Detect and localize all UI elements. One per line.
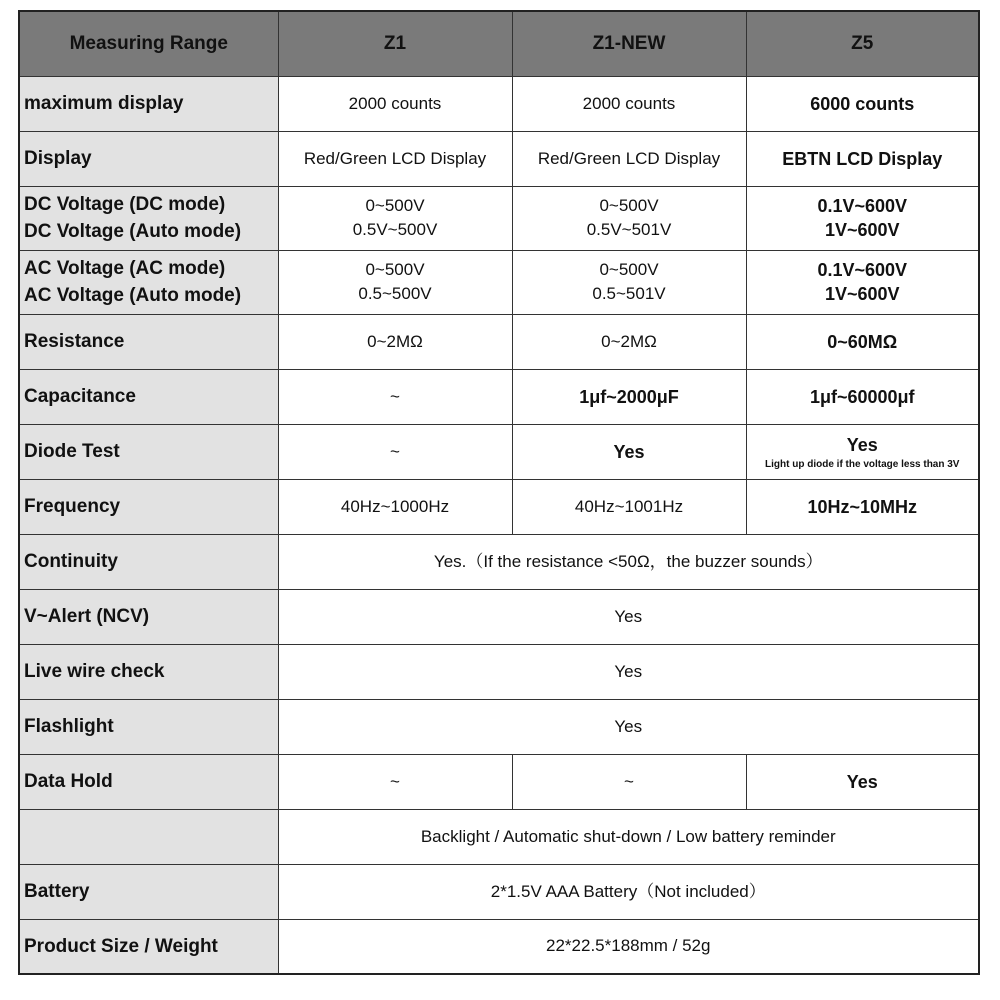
cell-z1 xyxy=(278,250,512,314)
cell-z1-new: Yes xyxy=(512,424,746,479)
row-label: Resistance xyxy=(19,314,278,369)
cell-z1: 40Hz~1000Hz xyxy=(278,479,512,534)
cell-merged: Yes.（If the resistance <50Ω，the buzzer sounds） xyxy=(278,534,979,589)
cell-line: 0~500V xyxy=(599,260,659,279)
row-label xyxy=(19,809,278,864)
cell-line: 0.5~500V xyxy=(358,284,432,303)
cell-merged: Yes xyxy=(278,699,979,754)
cell-z1-new: 0~2MΩ xyxy=(512,314,746,369)
row-live-wire-check xyxy=(19,644,979,699)
cell-z1: ~ xyxy=(278,424,512,479)
row-label: Continuity xyxy=(19,534,278,589)
cell-line: 0.5V~501V xyxy=(586,220,672,239)
cell-z1-new xyxy=(512,250,746,314)
row-battery xyxy=(19,864,979,919)
row-ac-voltage xyxy=(19,250,979,314)
row-label-line: AC Voltage (AC mode) xyxy=(24,258,226,279)
cell-z1-new: ~ xyxy=(512,754,746,809)
cell-z5 xyxy=(746,250,979,314)
cell-line: 1V~600V xyxy=(824,284,900,304)
cell-z1-new: 1μf~2000μF xyxy=(512,369,746,424)
cell-z5: 1μf~60000μf xyxy=(746,369,979,424)
row-label: Battery xyxy=(19,864,278,919)
cell-line: Yes xyxy=(846,434,878,455)
header-row xyxy=(19,11,979,76)
cell-z1: Red/Green LCD Display xyxy=(278,131,512,186)
cell-z1 xyxy=(278,186,512,250)
row-label xyxy=(19,250,278,314)
row-resistance xyxy=(19,314,979,369)
cell-line: 0.1V~600V xyxy=(817,196,908,216)
row-label: Flashlight xyxy=(19,699,278,754)
cell-note: Light up diode if the voltage less than 3V xyxy=(765,458,960,470)
spec-comparison-table xyxy=(18,10,980,975)
row-data-hold xyxy=(19,754,979,809)
cell-line: 0~500V xyxy=(365,196,425,215)
cell-merged: 2*1.5V AAA Battery（Not included） xyxy=(278,864,979,919)
cell-z5: 10Hz~10MHz xyxy=(746,479,979,534)
cell-line: 1V~600V xyxy=(824,220,900,240)
header-z1: Z1 xyxy=(278,11,512,76)
row-label xyxy=(19,186,278,250)
row-label: Live wire check xyxy=(19,644,278,699)
cell-merged: Yes xyxy=(278,589,979,644)
row-ncv xyxy=(19,589,979,644)
cell-line: 0~500V xyxy=(365,260,425,279)
row-label: Display xyxy=(19,131,278,186)
row-label: Diode Test xyxy=(19,424,278,479)
row-maximum-display xyxy=(19,76,979,131)
row-display xyxy=(19,131,979,186)
cell-z1: ~ xyxy=(278,369,512,424)
cell-line: 0.1V~600V xyxy=(817,260,908,280)
cell-z1-new: 40Hz~1001Hz xyxy=(512,479,746,534)
cell-merged: 22*22.5*188mm / 52g xyxy=(278,919,979,974)
cell-merged: Yes xyxy=(278,644,979,699)
row-label: Product Size / Weight xyxy=(19,919,278,974)
row-label-line: DC Voltage (DC mode) xyxy=(24,194,226,215)
row-capacitance xyxy=(19,369,979,424)
header-z1-new: Z1-NEW xyxy=(512,11,746,76)
header-measuring-range: Measuring Range xyxy=(19,11,278,76)
row-dc-voltage xyxy=(19,186,979,250)
cell-z5: Yes xyxy=(746,754,979,809)
row-label: V~Alert (NCV) xyxy=(19,589,278,644)
cell-z5 xyxy=(746,186,979,250)
cell-z5: 6000 counts xyxy=(746,76,979,131)
row-label: Capacitance xyxy=(19,369,278,424)
row-product-size xyxy=(19,919,979,974)
cell-z1-new xyxy=(512,186,746,250)
header-z5: Z5 xyxy=(746,11,979,76)
cell-line: 0.5V~500V xyxy=(352,220,438,239)
row-label: Frequency xyxy=(19,479,278,534)
cell-merged: Backlight / Automatic shut-down / Low battery reminder xyxy=(278,809,979,864)
row-label: Data Hold xyxy=(19,754,278,809)
cell-z5 xyxy=(746,424,979,479)
row-label: maximum display xyxy=(19,76,278,131)
row-label-line: DC Voltage (Auto mode) xyxy=(24,221,242,242)
cell-z1-new: Red/Green LCD Display xyxy=(512,131,746,186)
cell-z1: 0~2MΩ xyxy=(278,314,512,369)
row-label-line: AC Voltage (Auto mode) xyxy=(24,285,242,306)
row-continuity xyxy=(19,534,979,589)
row-extras xyxy=(19,809,979,864)
row-flashlight xyxy=(19,699,979,754)
row-frequency xyxy=(19,479,979,534)
row-diode-test xyxy=(19,424,979,479)
cell-z1-new: 2000 counts xyxy=(512,76,746,131)
cell-z5: EBTN LCD Display xyxy=(746,131,979,186)
cell-z5: 0~60MΩ xyxy=(746,314,979,369)
cell-line: 0~500V xyxy=(599,196,659,215)
cell-z1: ~ xyxy=(278,754,512,809)
cell-line: 0.5~501V xyxy=(592,284,666,303)
cell-z1: 2000 counts xyxy=(278,76,512,131)
